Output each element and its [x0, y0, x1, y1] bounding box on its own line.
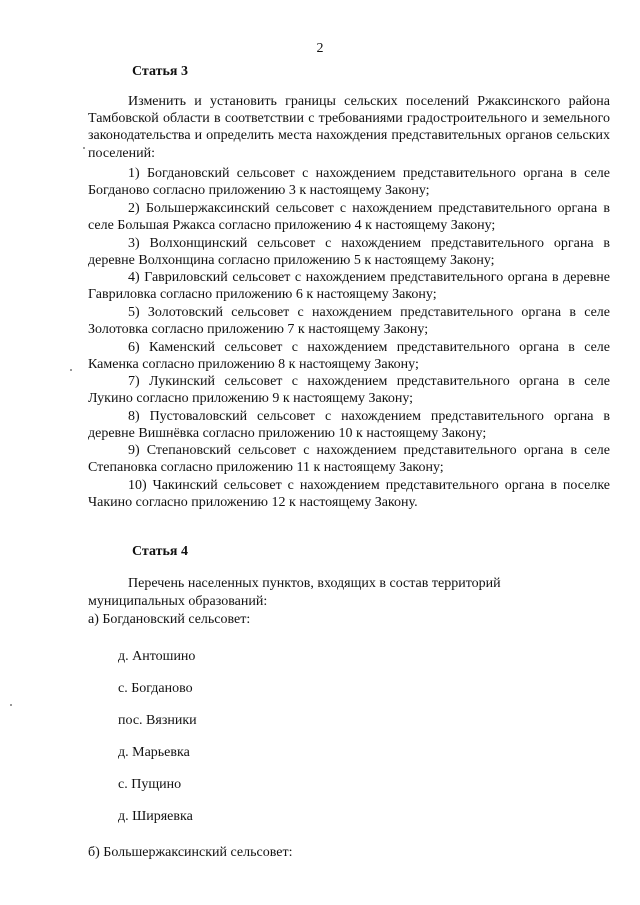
settlement-item: с. Богданово: [118, 681, 193, 696]
section-a-heading: а) Богдановский сельсовет:: [88, 612, 251, 627]
page-number: 2: [316, 41, 324, 56]
article-4-intro-line-1: Перечень населенных пунктов, входящих в состав территорий: [128, 576, 501, 591]
article-4-intro-line-2: муниципальных образований:: [88, 594, 268, 609]
settlement-item: пос. Вязники: [118, 713, 197, 728]
article-3-item-3: 3) Волхонщинский сельсовет с нахождением представительного органа в деревне Волхонщина согласно приложению 5 к настоящему Закону;: [88, 236, 610, 269]
article-3-intro: Изменить и установить границы сельских поселений Ржаксинского района Тамбовской области в соответствии с требованиями градостроительного и земельного законодательства и определить места нахождения представительных органов сельских поселений:: [88, 94, 610, 161]
article-3-item-10: 10) Чакинский сельсовет с нахождением представительного органа в поселке Чакино согласно приложению 12 к настоящему Закону.: [88, 478, 610, 511]
settlement-item: д. Антошино: [118, 649, 196, 664]
article-3-item-1: 1) Богдановский сельсовет с нахождением представительного органа в селе Богданово согласно приложению 3 к настоящему Закону;: [88, 166, 610, 199]
article-4-heading: Статья 4: [132, 544, 188, 559]
article-3-item-7: 7) Лукинский сельсовет с нахождением представительного органа в селе Лукино согласно приложению 9 к настоящему Закону;: [88, 374, 610, 407]
article-3-heading: Статья 3: [132, 64, 188, 79]
scan-speck: [83, 147, 85, 149]
article-3-item-8: 8) Пустоваловский сельсовет с нахождением представительного органа в деревне Вишнёвка согласно приложению 10 к настоящему Закону;: [88, 409, 610, 442]
scan-speck: [10, 704, 12, 706]
section-b-heading: б) Большержаксинский сельсовет:: [88, 845, 293, 860]
article-3-item-6: 6) Каменский сельсовет с нахождением представительного органа в селе Каменка согласно приложению 8 к настоящему Закону;: [88, 340, 610, 373]
article-3-item-4: 4) Гавриловский сельсовет с нахождением представительного органа в деревне Гавриловка согласно приложению 6 к настоящему Закону;: [88, 270, 610, 303]
settlement-item: с. Пущино: [118, 777, 182, 792]
article-3-item-2: 2) Большержаксинский сельсовет с нахождением представительного органа в селе Большая Ржакса согласно приложению 4 к настоящему Закону;: [88, 201, 610, 234]
scan-speck: [70, 369, 72, 371]
settlement-item: д. Ширяевка: [118, 809, 193, 824]
article-3-item-9: 9) Степановский сельсовет с нахождением представительного органа в селе Степановка согласно приложению 11 к настоящему Закону;: [88, 443, 610, 476]
article-3-item-5: 5) Золотовский сельсовет с нахождением представительного органа в селе Золотовка согласно приложению 7 к настоящему Закону;: [88, 305, 610, 338]
settlement-item: д. Марьевка: [118, 745, 190, 760]
